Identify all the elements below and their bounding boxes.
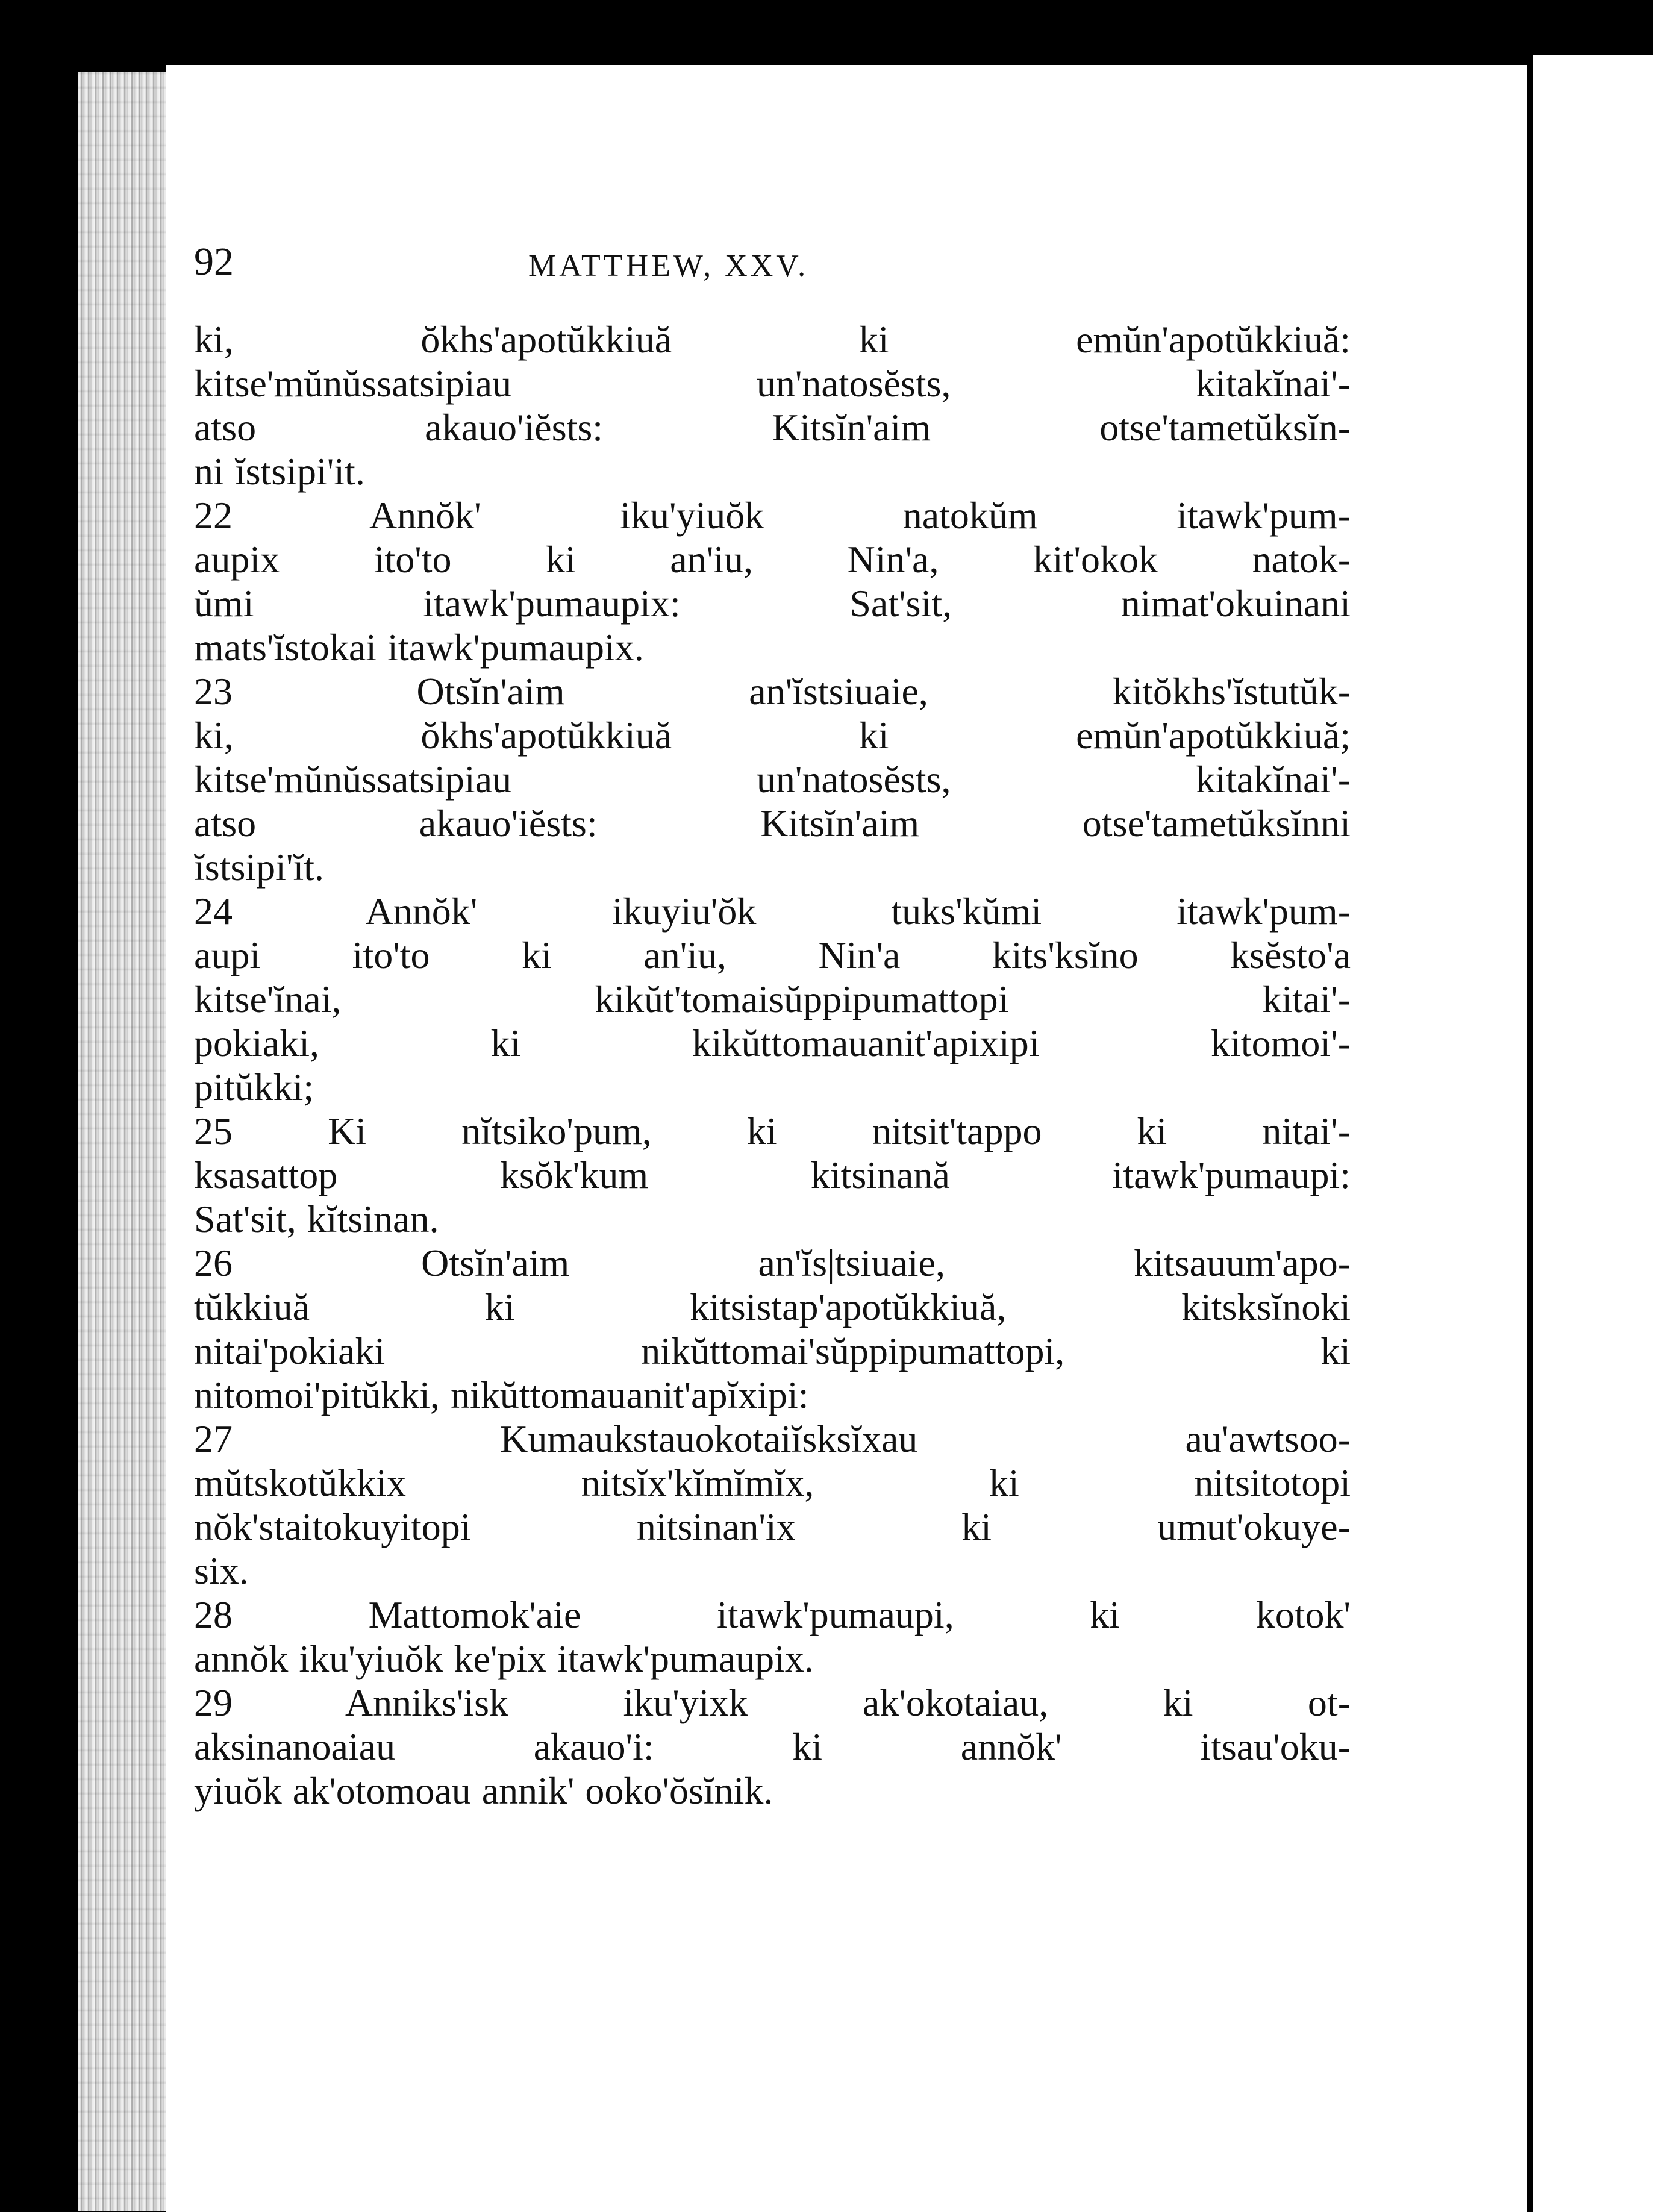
text-line: ki, ŏkhs'apotŭkkiuă ki emŭn'apotŭkkiuă; (194, 714, 1351, 757)
text-line: mats'ĭstokai itawk'pumaupix. (194, 626, 644, 669)
text-line: nitai'pokiaki nikŭttomai'sŭppipumattopi, ki (194, 1329, 1351, 1372)
text-line: ni ĭstsipi'it. (194, 450, 365, 493)
text-line: 29 Anniks'isk iku'yixk ak'okotaiau, ki ot- (194, 1681, 1351, 1724)
text-line: kitse'mŭnŭssatsipiau un'natosĕsts, kitakĭnai'- (194, 758, 1351, 801)
text-line: atso akauo'iĕsts: Kitsĭn'aim otse'tametŭksĭn- (194, 406, 1351, 449)
text-line: 26 Otsĭn'aim an'ĭs|tsiuaie, kitsauum'apo- (194, 1242, 1351, 1284)
text-line: 24 Annŏk' ikuyiu'ŏk tuks'kŭmi itawk'pum- (194, 890, 1351, 933)
text-line: ksasattop ksŏk'kum kitsinană itawk'pumaupi: (194, 1154, 1351, 1196)
text-line: kitse'ĭnai, kikŭt'tomaisŭppipumattopi kitai'- (194, 978, 1351, 1020)
text-line: aksinanoaiau akauo'i: ki annŏk' itsau'oku- (194, 1725, 1351, 1768)
text-line: mŭtskotŭkkix nitsĭx'kĭmĭmĭx, ki nitsitotopi (194, 1461, 1351, 1504)
text-line: atso akauo'iĕsts: Kitsĭn'aim otse'tametŭksĭnni (194, 802, 1351, 845)
page-number: 92 (194, 240, 234, 284)
text-line: six. (194, 1549, 249, 1592)
text-line: pitŭkki; (194, 1066, 314, 1108)
text-line: 25 Ki nĭtsiko'pum, ki nitsit'tappo ki nitai'- (194, 1110, 1351, 1152)
facing-page-edge (1533, 55, 1653, 2212)
text-line: nitomoi'pitŭkki, nikŭttomauanit'apĭxipi: (194, 1373, 809, 1416)
text-line: ŭmi itawk'pumaupix: Sat'sit, nimat'okuinani (194, 582, 1351, 625)
text-line: 22 Annŏk' iku'yiuŏk natokŭm itawk'pum- (194, 494, 1351, 537)
body-text (194, 317, 1351, 1813)
text-line: 28 Mattomok'aie itawk'pumaupi, ki kotok' (194, 1593, 1351, 1636)
text-line: yiuŏk ak'otomoau annik' ooko'ŏsĭnik. (194, 1769, 773, 1812)
text-line: pokiaki, ki kikŭttomauanit'apixipi kitomoi'- (194, 1022, 1351, 1064)
text-line: aupi ito'to ki an'iu, Nin'a kits'ksĭno ksĕsto'a (194, 934, 1351, 976)
text-line: nŏk'staitokuyitopi nitsinan'ix ki umut'okuye- (194, 1505, 1351, 1548)
text-line: 27 Kumaukstauokotaiĭsksĭxau au'awtsoo- (194, 1417, 1351, 1460)
text-line: kitse'mŭnŭssatsipiau un'natosĕsts, kitakĭnai'- (194, 362, 1351, 405)
page-header (194, 232, 1182, 304)
book-page-edges (78, 72, 169, 2211)
text-line: ki, ŏkhs'apotŭkkiuă ki emŭn'apotŭkkiuă: (194, 318, 1351, 361)
text-line: 23 Otsĭn'aim an'ĭstsiuaie, kitŏkhs'ĭstutŭk- (194, 670, 1351, 713)
running-head: MATTHEW, XXV. (528, 249, 809, 283)
text-line: Sat'sit, kĭtsinan. (194, 1198, 439, 1240)
text-line: tŭkkiuă ki kitsistap'apotŭkkiuă, kitsksĭnoki (194, 1286, 1351, 1328)
text-line: annŏk iku'yiuŏk ke'pix itawk'pumaupix. (194, 1637, 814, 1680)
text-line: ĭstsipi'ĭt. (194, 846, 325, 889)
text-line: aupix ito'to ki an'iu, Nin'a, kit'okok natok- (194, 538, 1351, 581)
